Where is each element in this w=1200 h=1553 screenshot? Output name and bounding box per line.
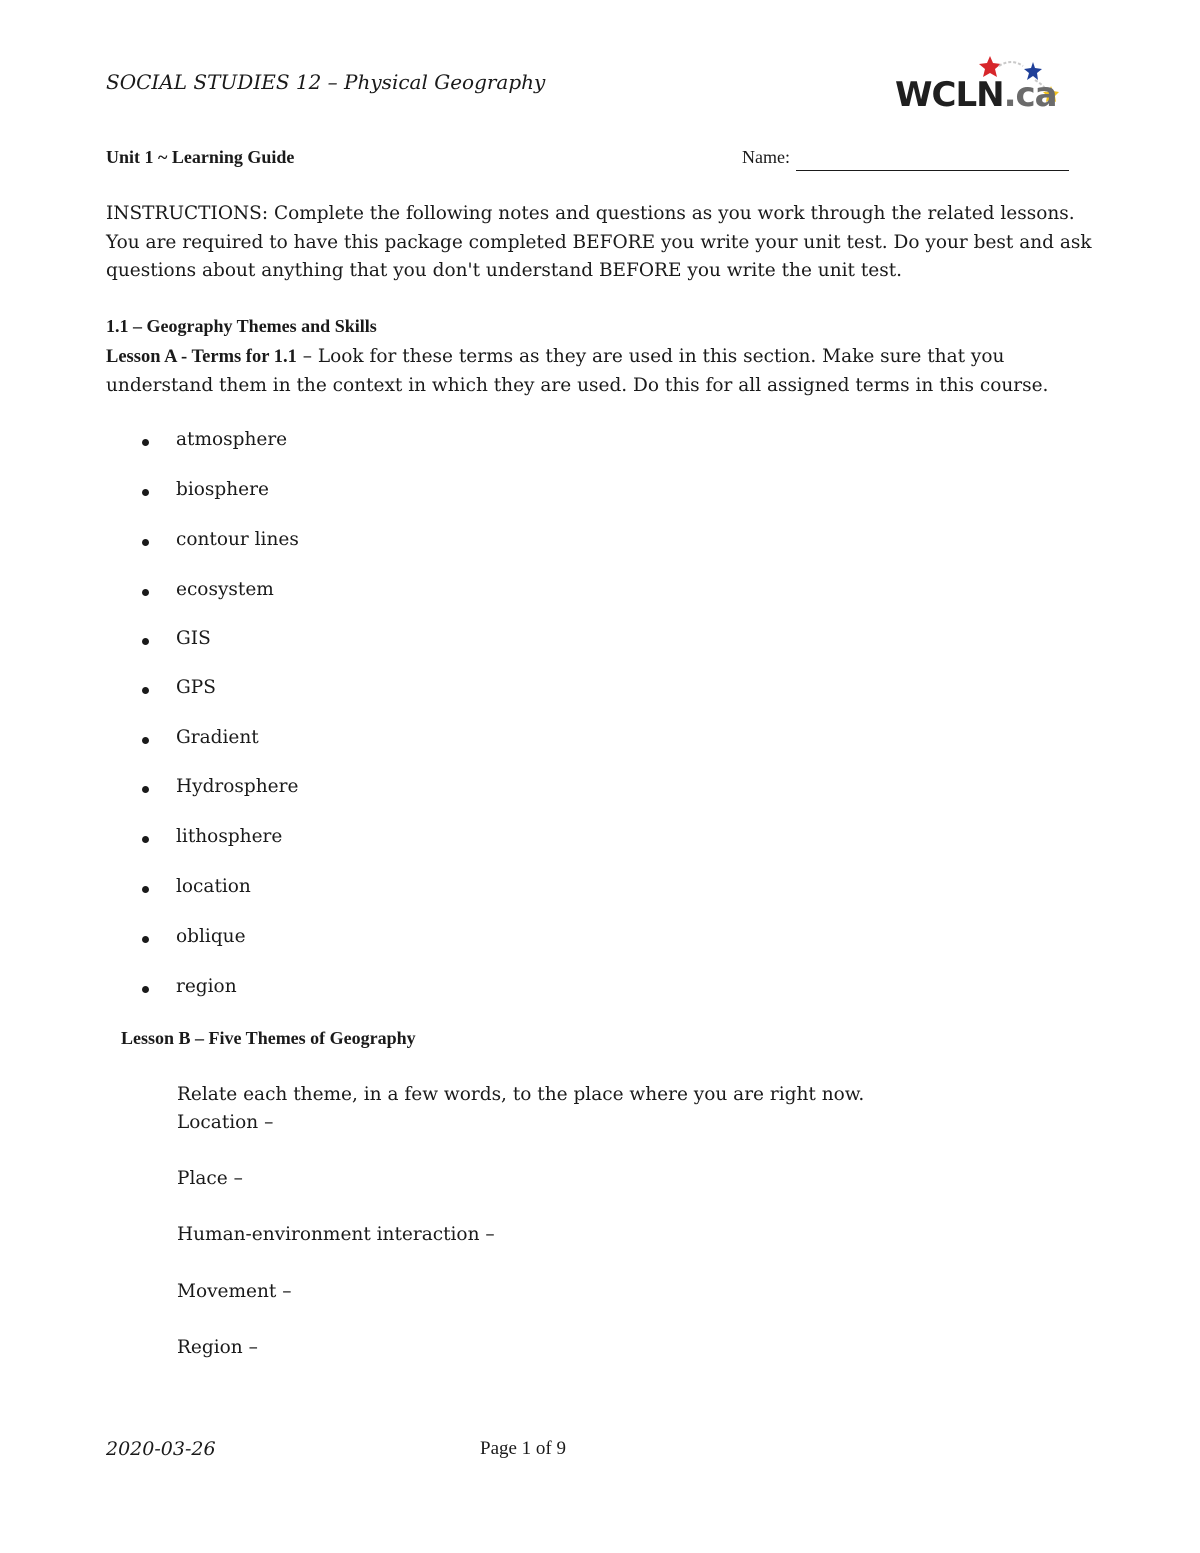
- bullet-icon: [142, 737, 149, 744]
- term-label: GPS: [176, 677, 216, 698]
- name-field-line[interactable]: [796, 170, 1069, 171]
- bullet-icon: [142, 687, 149, 694]
- bullet-icon: [142, 986, 149, 993]
- term-label: region: [176, 976, 237, 997]
- theme-human-environment: Human-environment interaction –: [177, 1224, 495, 1245]
- lesson-b-prompt: Relate each theme, in a few words, to the place where you are right now.: [177, 1084, 865, 1105]
- lesson-a-label: Lesson A - Terms for 1.1: [106, 347, 297, 367]
- lesson-b-heading: Lesson B – Five Themes of Geography: [121, 1028, 416, 1048]
- term-label: biosphere: [176, 479, 269, 500]
- instructions-paragraph: INSTRUCTIONS: Complete the following notes and questions as you work through the related lessons. You are required to have this package completed BEFORE you write your unit test. Do your best and ask questions about anything that you don't understand BEFORE you write the unit test.: [106, 203, 1092, 281]
- term-label: GIS: [176, 628, 211, 649]
- wcln-logo: [893, 52, 1068, 122]
- term-label: ecosystem: [176, 579, 274, 600]
- bullet-icon: [142, 936, 149, 943]
- term-label: atmosphere: [176, 429, 288, 450]
- logo-suffix: .ca: [1003, 75, 1057, 115]
- logo-wordmark: [895, 75, 1057, 115]
- term-label: location: [176, 876, 251, 897]
- page-number: Page 1 of 9: [480, 1438, 567, 1459]
- bullet-icon: [142, 638, 149, 645]
- bullet-icon: [142, 539, 149, 546]
- document-header-title: SOCIAL STUDIES 12 – Physical Geography: [106, 70, 546, 94]
- lesson-a-paragraph: [106, 343, 1096, 400]
- section-heading: 1.1 – Geography Themes and Skills: [106, 316, 377, 336]
- logo-name: WCLN: [895, 75, 1004, 115]
- term-label: contour lines: [176, 529, 299, 550]
- term-label: Gradient: [176, 727, 259, 748]
- bullet-icon: [142, 439, 149, 446]
- bullet-icon: [142, 589, 149, 596]
- theme-place: Place –: [177, 1168, 243, 1189]
- theme-movement: Movement –: [177, 1281, 292, 1302]
- name-label: Name:: [742, 147, 790, 167]
- term-label: Hydrosphere: [176, 776, 299, 797]
- bullet-icon: [142, 786, 149, 793]
- lesson-a-text: – Look for these terms as they are used in this section. Make sure that you understand them in the context in which they are used. Do this for all assigned terms in this course.: [106, 346, 1049, 396]
- term-label: oblique: [176, 926, 246, 947]
- bullet-icon: [142, 489, 149, 496]
- bullet-icon: [142, 886, 149, 893]
- bullet-icon: [142, 836, 149, 843]
- theme-location: Location –: [177, 1112, 274, 1133]
- term-label: lithosphere: [176, 826, 283, 847]
- footer-date: 2020-03-26: [106, 1438, 216, 1460]
- unit-title: Unit 1 ~ Learning Guide: [106, 147, 295, 167]
- theme-region: Region –: [177, 1337, 258, 1358]
